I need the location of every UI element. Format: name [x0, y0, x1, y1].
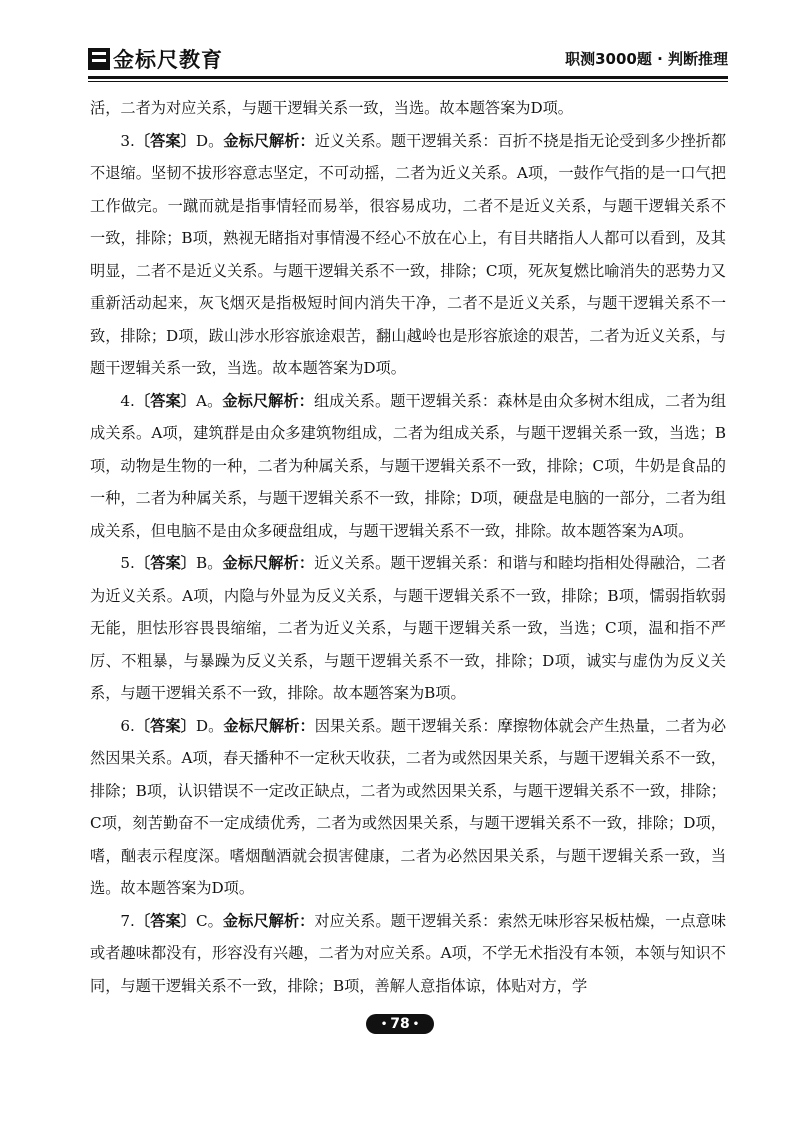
page-header	[88, 36, 728, 80]
answer-content	[90, 92, 726, 1002]
analysis-text: 组成关系。题干逻辑关系：森林是由众多树木组成，二者为组成关系。A项，建筑群是由众多建筑物组成，二者为组成关系，与题干逻辑关系一致，当选；B项，动物是生物的一种，二者为种属关系，与题干逻辑关系不一致，排除；C项，牛奶是食品的一种，二者为种属关系，与题干逻辑关系不一致，排除；D项，硬盘是电脑的一部分，二者为组成关系，但电脑不是由众多硬盘组成，与题干逻辑关系不一致，排除。故本题答案为A项。	[90, 391, 727, 540]
answer-item-4	[90, 385, 726, 548]
answer-item-5	[90, 547, 726, 710]
page-number-badge	[366, 1014, 434, 1034]
header-divider	[88, 76, 728, 79]
brand-logo	[88, 44, 223, 74]
answer-label: 〔答案〕	[134, 554, 197, 572]
answer-item-3	[90, 125, 726, 385]
analysis-label: 金标尺解析：	[223, 131, 315, 150]
answer-value: D。	[195, 716, 224, 735]
book-title: 职测3000题 · 判断推理	[565, 50, 728, 68]
page-number: 78	[390, 1016, 410, 1032]
header-divider-thin	[88, 81, 728, 82]
dot-icon: •	[380, 1018, 388, 1030]
paragraph-continuation	[90, 92, 726, 125]
analysis-text: 近义关系。题干逻辑关系：百折不挠是指无论受到多少挫折都不退缩。坚韧不拔形容意志坚定，不可动摇，二者为近义关系。A项，一鼓作气指的是一口气把工作做完。一蹴而就是指事情轻而易举，很容易成功，二者不是近义关系，与题干逻辑关系不一致，排除；B项，熟视无睹指对事情漫不经心不放在心上，有目共睹指人人都可以看到，及其明显，二者不是近义关系。与题干逻辑关系不一致，排除；C项，死灰复燃比喻消失的恶势力又重新活动起来，灰飞烟灭是指极短时间内消失干净，二者不是近义关系，与题干逻辑关系不一致，排除；D项，跋山涉水形容旅途艰苦，翻山越岭也是形容旅途的艰苦，二者为近义关系，与题干逻辑关系一致，当选。故本题答案为D项。	[90, 131, 727, 377]
question-number: 6.	[120, 716, 135, 735]
answer-value: D。	[195, 131, 224, 150]
answer-value: B。	[196, 554, 223, 572]
logo-text: 金标尺教育	[113, 48, 223, 72]
dot-icon: •	[412, 1018, 420, 1030]
answer-value: C。	[195, 911, 223, 930]
answer-item-6	[90, 710, 726, 905]
question-number: 7.	[120, 911, 135, 930]
analysis-label: 金标尺解析：	[223, 716, 315, 735]
question-number: 3.	[120, 131, 135, 150]
answer-label: 〔答案〕	[134, 911, 196, 930]
page-footer	[0, 1013, 800, 1034]
analysis-label: 金标尺解析：	[222, 391, 314, 410]
answer-value: A。	[196, 391, 223, 410]
answer-item-7	[90, 905, 726, 1003]
question-number: 4.	[120, 391, 135, 410]
analysis-text: 因果关系。题干逻辑关系：摩擦物体就会产生热量，二者为必然因果关系。A项，春天播种不一定秋天收获，二者为或然因果关系，与题干逻辑关系不一致，排除；B项，认识错误不一定改正缺点，二者为或然因果关系，与题干逻辑关系不一致，排除；C项，刻苦勤奋不一定成绩优秀，二者为或然因果关系，与题干逻辑关系不一致，排除；D项，嗜，酗表示程度深。嗜烟酗酒就会损害健康，二者为必然因果关系，与题干逻辑关系一致，当选。故本题答案为D项。	[90, 716, 727, 897]
question-number: 5.	[120, 554, 135, 572]
analysis-text: 对应关系。题干逻辑关系：索然无味形容呆板枯燥，一点意味或者趣味都没有，形容没有兴趣，二者为对应关系。A项，不学无术指没有本领，本领与知识不同，与题干逻辑关系不一致，排除；B项，善解人意指体谅，体贴对方，学	[90, 911, 727, 995]
analysis-label: 金标尺解析：	[222, 911, 315, 930]
answer-label: 〔答案〕	[134, 131, 196, 150]
logo-mark-icon	[88, 48, 110, 70]
answer-label: 〔答案〕	[134, 391, 197, 410]
paragraph-text: 活，二者为对应关系，与题干逻辑关系一致，当选。故本题答案为D项。	[90, 99, 573, 117]
answer-label: 〔答案〕	[134, 716, 196, 735]
analysis-label: 金标尺解析：	[222, 554, 315, 572]
analysis-text: 近义关系。题干逻辑关系：和谐与和睦均指相处得融洽，二者为近义关系。A项，内隐与外显为反义关系，与题干逻辑关系不一致，排除；B项，懦弱指软弱无能，胆怯形容畏畏缩缩，二者为近义关系，与题干逻辑关系一致，当选；C项，温和指不严厉、不粗暴，与暴躁为反义关系，与题干逻辑关系不一致，排除；D项，诚实与虚伪为反义关系，与题干逻辑关系不一致，排除。故本题答案为B项。	[90, 554, 727, 702]
